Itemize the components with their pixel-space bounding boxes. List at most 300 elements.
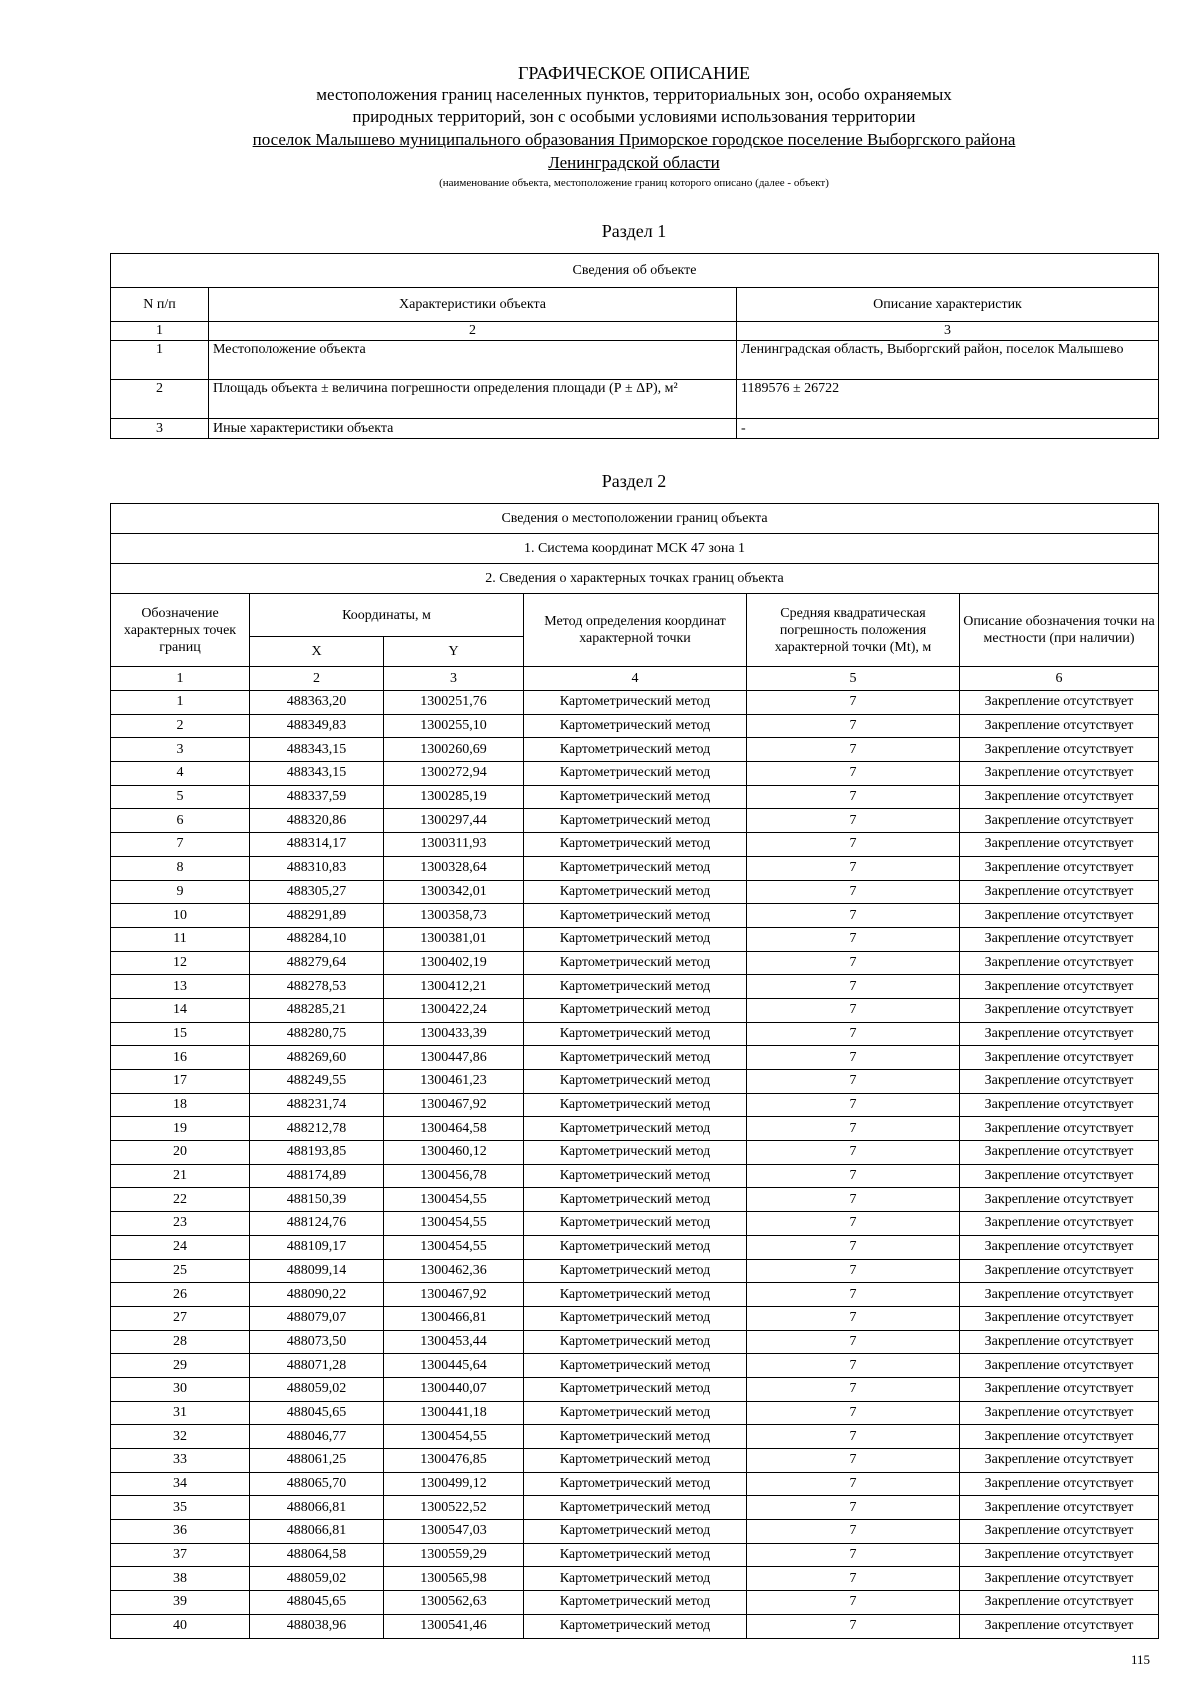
method: Картометрический метод	[524, 1472, 747, 1496]
method: Картометрический метод	[524, 1520, 747, 1544]
coordinate-x: 488349,83	[250, 714, 384, 738]
table-row	[111, 833, 1159, 857]
point-description: Закрепление отсутствует	[960, 1472, 1159, 1496]
header-coordinates: Координаты, м	[250, 594, 524, 637]
method: Картометрический метод	[524, 1164, 747, 1188]
mean-square-error: 7	[747, 1141, 960, 1165]
column-number-cell: 2	[250, 667, 384, 691]
coordinate-system: 1. Система координат МСК 47 зона 1	[111, 534, 1159, 564]
table-row	[111, 1401, 1159, 1425]
characteristic-name: Иные характеристики объекта	[209, 419, 737, 439]
mean-square-error: 7	[747, 738, 960, 762]
mean-square-error: 7	[747, 1022, 960, 1046]
characteristic-value: -	[737, 419, 1159, 439]
coordinate-x: 488305,27	[250, 880, 384, 904]
document-header	[110, 62, 1158, 191]
coordinate-y: 1300499,12	[384, 1472, 524, 1496]
point-number: 31	[111, 1401, 250, 1425]
table-row	[111, 880, 1159, 904]
header-cell: Характеристики объекта	[209, 288, 737, 322]
method: Картометрический метод	[524, 1449, 747, 1473]
point-description: Закрепление отсутствует	[960, 1543, 1159, 1567]
table-row	[111, 1496, 1159, 1520]
method: Картометрический метод	[524, 809, 747, 833]
coordinate-x: 488066,81	[250, 1496, 384, 1520]
column-number-cell: 5	[747, 667, 960, 691]
table-row	[111, 1425, 1159, 1449]
mean-square-error: 7	[747, 927, 960, 951]
boundary-points-table	[110, 503, 1159, 1639]
coordinate-x: 488337,59	[250, 785, 384, 809]
mean-square-error: 7	[747, 762, 960, 786]
coordinate-x: 488045,65	[250, 1591, 384, 1615]
point-number: 4	[111, 762, 250, 786]
method: Картометрический метод	[524, 1330, 747, 1354]
object-name-line-1: поселок Малышево муниципального образования Приморское городское поселение Выборгского района	[252, 130, 1016, 149]
point-number: 9	[111, 880, 250, 904]
mean-square-error: 7	[747, 1093, 960, 1117]
coordinate-x: 488193,85	[250, 1141, 384, 1165]
coordinate-x: 488285,21	[250, 998, 384, 1022]
coordinate-y: 1300440,07	[384, 1377, 524, 1401]
point-number: 17	[111, 1070, 250, 1094]
point-description: Закрепление отсутствует	[960, 1093, 1159, 1117]
point-number: 12	[111, 951, 250, 975]
coordinate-y: 1300342,01	[384, 880, 524, 904]
coordinate-y: 1300562,63	[384, 1591, 524, 1615]
object-info-column-numbers-row	[111, 322, 1159, 341]
method: Картометрический метод	[524, 951, 747, 975]
coordinate-y: 1300447,86	[384, 1046, 524, 1070]
coordinate-y: 1300272,94	[384, 762, 524, 786]
column-number-cell: 3	[737, 322, 1159, 341]
table-row	[111, 785, 1159, 809]
coordinate-system-row	[111, 534, 1159, 564]
coordinate-y: 1300456,78	[384, 1164, 524, 1188]
point-number: 28	[111, 1330, 250, 1354]
point-number: 2	[111, 714, 250, 738]
point-number: 32	[111, 1425, 250, 1449]
method: Картометрический метод	[524, 880, 747, 904]
coordinate-y: 1300285,19	[384, 785, 524, 809]
coordinate-x: 488124,76	[250, 1212, 384, 1236]
column-number-cell: 2	[209, 322, 737, 341]
method: Картометрический метод	[524, 785, 747, 809]
header-y: Y	[384, 637, 524, 667]
coordinate-x: 488090,22	[250, 1283, 384, 1307]
mean-square-error: 7	[747, 1070, 960, 1094]
coordinate-x: 488174,89	[250, 1164, 384, 1188]
method: Картометрический метод	[524, 1046, 747, 1070]
header-description: Описание обозначения точки на местности (при наличии)	[960, 594, 1159, 667]
mean-square-error: 7	[747, 1472, 960, 1496]
mean-square-error: 7	[747, 1354, 960, 1378]
point-description: Закрепление отсутствует	[960, 809, 1159, 833]
point-description: Закрепление отсутствует	[960, 738, 1159, 762]
point-description: Закрепление отсутствует	[960, 927, 1159, 951]
table-row	[111, 1520, 1159, 1544]
mean-square-error: 7	[747, 975, 960, 999]
table-row	[111, 1259, 1159, 1283]
coordinate-x: 488064,58	[250, 1543, 384, 1567]
coordinate-x: 488343,15	[250, 738, 384, 762]
point-description: Закрепление отсутствует	[960, 1259, 1159, 1283]
column-number-cell: 1	[111, 667, 250, 691]
coordinate-y: 1300311,93	[384, 833, 524, 857]
point-number: 15	[111, 1022, 250, 1046]
table-row	[111, 1022, 1159, 1046]
point-number: 20	[111, 1141, 250, 1165]
method: Картометрический метод	[524, 1141, 747, 1165]
point-description: Закрепление отсутствует	[960, 785, 1159, 809]
coordinate-x: 488066,81	[250, 1520, 384, 1544]
coordinate-x: 488278,53	[250, 975, 384, 999]
mean-square-error: 7	[747, 880, 960, 904]
point-number: 18	[111, 1093, 250, 1117]
table-row	[111, 380, 1159, 419]
table-row	[111, 1235, 1159, 1259]
table-row	[111, 1070, 1159, 1094]
mean-square-error: 7	[747, 1543, 960, 1567]
coordinate-x: 488310,83	[250, 856, 384, 880]
coordinate-x: 488363,20	[250, 691, 384, 715]
point-description: Закрепление отсутствует	[960, 1117, 1159, 1141]
point-description: Закрепление отсутствует	[960, 1306, 1159, 1330]
point-number: 39	[111, 1591, 250, 1615]
mean-square-error: 7	[747, 951, 960, 975]
table-row	[111, 1543, 1159, 1567]
point-number: 14	[111, 998, 250, 1022]
method: Картометрический метод	[524, 1401, 747, 1425]
coordinate-y: 1300460,12	[384, 1141, 524, 1165]
coordinate-y: 1300476,85	[384, 1449, 524, 1473]
point-number: 38	[111, 1567, 250, 1591]
point-number: 37	[111, 1543, 250, 1567]
mean-square-error: 7	[747, 1117, 960, 1141]
method: Картометрический метод	[524, 1591, 747, 1615]
coordinate-x: 488231,74	[250, 1093, 384, 1117]
point-description: Закрепление отсутствует	[960, 1377, 1159, 1401]
point-description: Закрепление отсутствует	[960, 975, 1159, 999]
section-1-title: Раздел 1	[601, 221, 667, 241]
table-row	[111, 1306, 1159, 1330]
method: Картометрический метод	[524, 1283, 747, 1307]
coordinate-y: 1300467,92	[384, 1093, 524, 1117]
coordinate-x: 488279,64	[250, 951, 384, 975]
coordinate-y: 1300559,29	[384, 1543, 524, 1567]
coordinate-y: 1300381,01	[384, 927, 524, 951]
boundary-table-title-row	[111, 504, 1159, 534]
boundary-points-body	[111, 691, 1159, 1639]
mean-square-error: 7	[747, 691, 960, 715]
point-number: 35	[111, 1496, 250, 1520]
point-description: Закрепление отсутствует	[960, 998, 1159, 1022]
points-title-row	[111, 564, 1159, 594]
mean-square-error: 7	[747, 1283, 960, 1307]
table-row	[111, 691, 1159, 715]
document-subtitle-line-1: местоположения границ населенных пунктов, территориальных зон, особо охраняемых	[316, 85, 952, 104]
method: Картометрический метод	[524, 1235, 747, 1259]
mean-square-error: 7	[747, 856, 960, 880]
points-section-title: 2. Сведения о характерных точках границ объекта	[111, 564, 1159, 594]
method: Картометрический метод	[524, 1093, 747, 1117]
point-description: Закрепление отсутствует	[960, 856, 1159, 880]
method: Картометрический метод	[524, 1188, 747, 1212]
table-row	[111, 856, 1159, 880]
coordinate-y: 1300433,39	[384, 1022, 524, 1046]
method: Картометрический метод	[524, 1425, 747, 1449]
point-description: Закрепление отсутствует	[960, 1567, 1159, 1591]
method: Картометрический метод	[524, 1022, 747, 1046]
table-row	[111, 1212, 1159, 1236]
object-info-header-row	[111, 288, 1159, 322]
mean-square-error: 7	[747, 1496, 960, 1520]
table-row	[111, 1093, 1159, 1117]
point-number: 19	[111, 1117, 250, 1141]
method: Картометрический метод	[524, 856, 747, 880]
point-description: Закрепление отсутствует	[960, 762, 1159, 786]
method: Картометрический метод	[524, 1543, 747, 1567]
method: Картометрический метод	[524, 1354, 747, 1378]
mean-square-error: 7	[747, 1188, 960, 1212]
coordinate-y: 1300454,55	[384, 1212, 524, 1236]
characteristic-value: Ленинградская область, Выборгский район, поселок Малышево	[737, 341, 1159, 380]
point-description: Закрепление отсутствует	[960, 1235, 1159, 1259]
coordinate-x: 488059,02	[250, 1377, 384, 1401]
method: Картометрический метод	[524, 1259, 747, 1283]
mean-square-error: 7	[747, 1046, 960, 1070]
table-row	[111, 951, 1159, 975]
point-description: Закрепление отсутствует	[960, 1070, 1159, 1094]
coordinate-x: 488065,70	[250, 1472, 384, 1496]
header-cell: Описание характеристик	[737, 288, 1159, 322]
characteristic-value: 1189576 ± 26722	[737, 380, 1159, 419]
point-number: 24	[111, 1235, 250, 1259]
table-row	[111, 714, 1159, 738]
point-description: Закрепление отсутствует	[960, 1614, 1159, 1638]
header-designation: Обозначение характерных точек границ	[111, 594, 250, 667]
point-number: 16	[111, 1046, 250, 1070]
table-row	[111, 904, 1159, 928]
object-name-note: (наименование объекта, местоположение границ которого описано (далее - объект)	[439, 177, 829, 189]
object-info-table-title: Сведения об объекте	[111, 254, 1159, 288]
column-number-cell: 6	[960, 667, 1159, 691]
point-number: 36	[111, 1520, 250, 1544]
point-description: Закрепление отсутствует	[960, 880, 1159, 904]
table-row	[111, 1283, 1159, 1307]
coordinate-y: 1300541,46	[384, 1614, 524, 1638]
table-row	[111, 419, 1159, 439]
method: Картометрический метод	[524, 927, 747, 951]
coordinate-x: 488046,77	[250, 1425, 384, 1449]
coordinate-y: 1300297,44	[384, 809, 524, 833]
point-description: Закрепление отсутствует	[960, 1449, 1159, 1473]
method: Картометрический метод	[524, 738, 747, 762]
point-number: 7	[111, 833, 250, 857]
method: Картометрический метод	[524, 975, 747, 999]
header-x: X	[250, 637, 384, 667]
object-name-line-2: Ленинградской области	[548, 153, 720, 172]
method: Картометрический метод	[524, 1212, 747, 1236]
mean-square-error: 7	[747, 1401, 960, 1425]
point-number: 11	[111, 927, 250, 951]
coordinate-y: 1300454,55	[384, 1235, 524, 1259]
coordinate-x: 488059,02	[250, 1567, 384, 1591]
point-number: 21	[111, 1164, 250, 1188]
coordinate-x: 488099,14	[250, 1259, 384, 1283]
coordinate-y: 1300328,64	[384, 856, 524, 880]
table-row	[111, 1472, 1159, 1496]
coordinate-y: 1300522,52	[384, 1496, 524, 1520]
table-row	[111, 1330, 1159, 1354]
point-number: 27	[111, 1306, 250, 1330]
mean-square-error: 7	[747, 1614, 960, 1638]
point-description: Закрепление отсутствует	[960, 1212, 1159, 1236]
mean-square-error: 7	[747, 1212, 960, 1236]
method: Картометрический метод	[524, 1496, 747, 1520]
coordinate-y: 1300466,81	[384, 1306, 524, 1330]
point-description: Закрепление отсутствует	[960, 1046, 1159, 1070]
document-subtitle-line-2: природных территорий, зон с особыми условиями использования территории	[352, 107, 916, 126]
point-number: 6	[111, 809, 250, 833]
object-info-table	[110, 253, 1159, 439]
method: Картометрический метод	[524, 1567, 747, 1591]
mean-square-error: 7	[747, 1330, 960, 1354]
coordinate-x: 488079,07	[250, 1306, 384, 1330]
coordinate-x: 488150,39	[250, 1188, 384, 1212]
point-description: Закрепление отсутствует	[960, 691, 1159, 715]
point-number: 5	[111, 785, 250, 809]
coordinate-y: 1300445,64	[384, 1354, 524, 1378]
coordinate-y: 1300454,55	[384, 1425, 524, 1449]
table-row	[111, 1567, 1159, 1591]
coordinate-x: 488071,28	[250, 1354, 384, 1378]
coordinate-x: 488343,15	[250, 762, 384, 786]
point-number: 29	[111, 1354, 250, 1378]
column-number-cell: 4	[524, 667, 747, 691]
coordinate-x: 488061,25	[250, 1449, 384, 1473]
table-row	[111, 975, 1159, 999]
method: Картометрический метод	[524, 833, 747, 857]
point-description: Закрепление отсутствует	[960, 1022, 1159, 1046]
point-number: 13	[111, 975, 250, 999]
coordinate-y: 1300422,24	[384, 998, 524, 1022]
point-number: 33	[111, 1449, 250, 1473]
table-row	[111, 998, 1159, 1022]
coordinate-y: 1300467,92	[384, 1283, 524, 1307]
coordinate-y: 1300454,55	[384, 1188, 524, 1212]
table-row	[111, 738, 1159, 762]
mean-square-error: 7	[747, 809, 960, 833]
mean-square-error: 7	[747, 1520, 960, 1544]
table-row	[111, 1117, 1159, 1141]
point-description: Закрепление отсутствует	[960, 1354, 1159, 1378]
mean-square-error: 7	[747, 904, 960, 928]
point-number: 26	[111, 1283, 250, 1307]
method: Картометрический метод	[524, 904, 747, 928]
mean-square-error: 7	[747, 1591, 960, 1615]
point-description: Закрепление отсутствует	[960, 1283, 1159, 1307]
mean-square-error: 7	[747, 1306, 960, 1330]
document-title: ГРАФИЧЕСКОЕ ОПИСАНИЕ	[517, 63, 751, 83]
method: Картометрический метод	[524, 1070, 747, 1094]
method: Картометрический метод	[524, 714, 747, 738]
table-row	[111, 1591, 1159, 1615]
coordinate-x: 488109,17	[250, 1235, 384, 1259]
header-method: Метод определения координат характерной точки	[524, 594, 747, 667]
boundary-table-title: Сведения о местоположении границ объекта	[111, 504, 1159, 534]
point-description: Закрепление отсутствует	[960, 714, 1159, 738]
coordinate-x: 488320,86	[250, 809, 384, 833]
point-description: Закрепление отсутствует	[960, 1188, 1159, 1212]
table-row	[111, 1377, 1159, 1401]
table-row	[111, 1449, 1159, 1473]
point-number: 22	[111, 1188, 250, 1212]
table-row	[111, 927, 1159, 951]
point-number: 10	[111, 904, 250, 928]
coordinate-x: 488291,89	[250, 904, 384, 928]
coordinate-y: 1300255,10	[384, 714, 524, 738]
table-row	[111, 809, 1159, 833]
coordinate-x: 488269,60	[250, 1046, 384, 1070]
coordinate-x: 488314,17	[250, 833, 384, 857]
point-number: 25	[111, 1259, 250, 1283]
coordinate-x: 488045,65	[250, 1401, 384, 1425]
point-description: Закрепление отсутствует	[960, 1330, 1159, 1354]
mean-square-error: 7	[747, 714, 960, 738]
method: Картометрический метод	[524, 691, 747, 715]
page-number: 115	[1130, 1652, 1150, 1667]
column-number-cell: 1	[111, 322, 209, 341]
point-description: Закрепление отсутствует	[960, 1141, 1159, 1165]
point-description: Закрепление отсутствует	[960, 1401, 1159, 1425]
table-row	[111, 1046, 1159, 1070]
table-row	[111, 1141, 1159, 1165]
point-description: Закрепление отсутствует	[960, 1520, 1159, 1544]
point-number: 34	[111, 1472, 250, 1496]
coordinate-x: 488249,55	[250, 1070, 384, 1094]
row-number: 3	[111, 419, 209, 439]
row-number: 1	[111, 341, 209, 380]
method: Картометрический метод	[524, 1377, 747, 1401]
mean-square-error: 7	[747, 1259, 960, 1283]
coordinate-y: 1300441,18	[384, 1401, 524, 1425]
coordinate-y: 1300461,23	[384, 1070, 524, 1094]
table-row	[111, 1188, 1159, 1212]
point-description: Закрепление отсутствует	[960, 904, 1159, 928]
coordinate-y: 1300464,58	[384, 1117, 524, 1141]
header-error: Средняя квадратическая погрешность положения характерной точки (Mt), м	[747, 594, 960, 667]
section-2-title: Раздел 2	[601, 471, 667, 491]
point-description: Закрепление отсутствует	[960, 1591, 1159, 1615]
point-number: 30	[111, 1377, 250, 1401]
point-description: Закрепление отсутствует	[960, 1425, 1159, 1449]
coordinate-y: 1300453,44	[384, 1330, 524, 1354]
table-row	[111, 1164, 1159, 1188]
coordinate-y: 1300251,76	[384, 691, 524, 715]
point-description: Закрепление отсутствует	[960, 1164, 1159, 1188]
characteristic-name: Площадь объекта ± величина погрешности определения площади (Р ± ΔР), м²	[209, 380, 737, 419]
mean-square-error: 7	[747, 1235, 960, 1259]
point-description: Закрепление отсутствует	[960, 833, 1159, 857]
coordinate-y: 1300260,69	[384, 738, 524, 762]
method: Картометрический метод	[524, 1614, 747, 1638]
coordinate-y: 1300565,98	[384, 1567, 524, 1591]
point-description: Закрепление отсутствует	[960, 1496, 1159, 1520]
boundary-header-row	[111, 594, 1159, 637]
mean-square-error: 7	[747, 1164, 960, 1188]
method: Картометрический метод	[524, 998, 747, 1022]
